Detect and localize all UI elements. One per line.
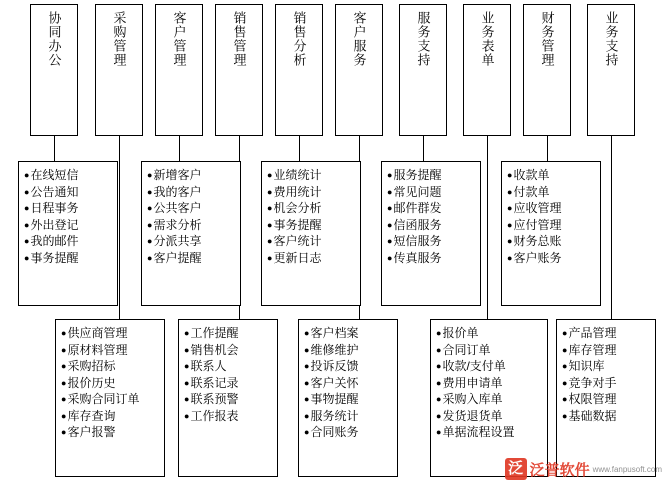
list-item[interactable] xyxy=(562,391,651,408)
top-module-9[interactable] xyxy=(587,4,635,136)
bullet-icon: ● xyxy=(436,344,442,355)
list-item-label: 合同账务 xyxy=(310,425,359,439)
watermark-url: www.fanpusoft.com xyxy=(592,464,662,474)
bullet-icon: ● xyxy=(61,394,67,404)
bullet-icon: ● xyxy=(147,170,153,180)
list-item-label: 客户档案 xyxy=(310,326,359,340)
bullet-icon: ● xyxy=(387,236,393,246)
list-item-label: 报价历史 xyxy=(67,375,116,390)
top-module-label: 客户管理 xyxy=(171,11,187,67)
list-item[interactable] xyxy=(507,184,596,201)
bullet-icon: ● xyxy=(61,361,67,371)
list-item-label: 财务总账 xyxy=(513,234,562,248)
bullet-icon: ● xyxy=(562,361,568,371)
list-item[interactable] xyxy=(267,250,356,267)
list-item[interactable] xyxy=(147,167,236,184)
connector-line xyxy=(179,136,180,161)
list-item-label: 邮件群发 xyxy=(393,201,442,215)
list-item-label: 客户报警 xyxy=(67,425,116,439)
list-item[interactable] xyxy=(436,325,543,342)
list-item-label: 外出登记 xyxy=(30,217,79,232)
bullet-icon: ● xyxy=(147,236,153,246)
list-item-label: 我的客户 xyxy=(153,184,202,199)
list-box-purchase-management xyxy=(55,319,165,477)
watermark-logo-icon: 泛 xyxy=(505,458,527,480)
bullet-icon: ● xyxy=(304,377,310,388)
list-item[interactable] xyxy=(304,358,393,375)
list-item-label: 常见问题 xyxy=(393,184,442,199)
top-module-8[interactable] xyxy=(523,4,571,136)
list-item[interactable] xyxy=(267,184,356,201)
top-module-1[interactable] xyxy=(95,4,143,136)
bullet-icon: ● xyxy=(387,203,393,213)
list-item[interactable] xyxy=(24,250,113,267)
top-module-0[interactable] xyxy=(30,4,78,136)
bullet-icon: ● xyxy=(304,394,310,404)
list-item-label: 单据流程设置 xyxy=(442,425,515,439)
list-item-label: 公告通知 xyxy=(30,184,79,199)
list-item[interactable] xyxy=(61,408,160,425)
bullet-icon: ● xyxy=(267,170,273,180)
list-item[interactable] xyxy=(147,217,236,234)
list-item-label: 知识库 xyxy=(568,359,605,373)
list-item-label: 原材料管理 xyxy=(67,342,128,357)
list-item-label: 短信服务 xyxy=(393,234,442,248)
list-item[interactable] xyxy=(507,167,596,184)
list-box-business-forms xyxy=(430,319,548,477)
list-item-label: 发货退货单 xyxy=(442,408,503,423)
list-item[interactable] xyxy=(387,217,476,234)
list-item-label: 传真服务 xyxy=(393,250,442,265)
connector-line xyxy=(611,136,612,319)
bullet-icon: ● xyxy=(24,170,30,180)
list-item-label: 分派共享 xyxy=(153,234,202,248)
list-item-label: 事务提醒 xyxy=(273,217,322,232)
top-module-2[interactable] xyxy=(155,4,203,136)
list-item[interactable] xyxy=(507,217,596,234)
top-module-label: 业务支持 xyxy=(603,11,619,67)
list-item[interactable] xyxy=(304,325,393,342)
list-item[interactable] xyxy=(304,391,393,408)
list-items xyxy=(184,325,273,424)
list-items xyxy=(61,325,160,441)
top-module-4[interactable] xyxy=(275,4,323,136)
list-item[interactable] xyxy=(61,358,160,375)
bullet-icon: ● xyxy=(147,186,153,197)
list-item-label: 服务提醒 xyxy=(393,168,442,182)
bullet-icon: ● xyxy=(61,427,67,437)
list-box-customer-service xyxy=(381,161,481,306)
list-item[interactable] xyxy=(61,375,160,392)
bullet-icon: ● xyxy=(61,328,67,338)
list-item-label: 销售机会 xyxy=(190,342,239,357)
bullet-icon: ● xyxy=(24,186,30,197)
list-item-label: 工作报表 xyxy=(190,408,239,423)
list-item[interactable] xyxy=(436,358,543,375)
list-item-label: 采购招标 xyxy=(67,359,116,373)
bullet-icon: ● xyxy=(507,219,513,230)
list-item-label: 事务提醒 xyxy=(30,250,79,265)
list-item[interactable] xyxy=(24,184,113,201)
top-module-7[interactable] xyxy=(463,4,511,136)
list-box-finance-forms xyxy=(501,161,601,306)
bullet-icon: ● xyxy=(507,252,513,263)
list-items xyxy=(387,167,476,266)
top-module-label: 采购管理 xyxy=(111,11,127,67)
list-item[interactable] xyxy=(562,408,651,425)
top-module-label: 销售分析 xyxy=(291,11,307,67)
list-item-label: 更新日志 xyxy=(273,250,322,265)
list-box-business-support xyxy=(556,319,656,477)
list-item[interactable] xyxy=(562,375,651,392)
bullet-icon: ● xyxy=(507,236,513,246)
bullet-icon: ● xyxy=(562,410,568,421)
list-item-label: 付款单 xyxy=(513,184,550,199)
list-item[interactable] xyxy=(184,391,273,408)
list-item-label: 我的邮件 xyxy=(30,234,79,248)
bullet-icon: ● xyxy=(387,170,393,180)
list-item-label: 日程事务 xyxy=(30,201,79,215)
list-items xyxy=(147,167,236,266)
list-item[interactable] xyxy=(184,408,273,425)
bullet-icon: ● xyxy=(147,219,153,230)
bullet-icon: ● xyxy=(184,361,190,371)
list-item-label: 权限管理 xyxy=(568,392,617,406)
list-item-label: 机会分析 xyxy=(273,201,322,215)
bullet-icon: ● xyxy=(24,219,30,230)
bullet-icon: ● xyxy=(24,252,30,263)
bullet-icon: ● xyxy=(304,410,310,421)
list-item[interactable] xyxy=(184,375,273,392)
list-item[interactable] xyxy=(562,325,651,342)
connector-line xyxy=(119,136,120,319)
list-item-label: 客户账务 xyxy=(513,250,562,265)
list-item[interactable] xyxy=(184,325,273,342)
list-item[interactable] xyxy=(562,342,651,359)
bullet-icon: ● xyxy=(184,410,190,421)
list-item-label: 事物提醒 xyxy=(310,392,359,406)
list-item-label: 联系人 xyxy=(190,359,227,373)
list-item[interactable] xyxy=(61,325,160,342)
bullet-icon: ● xyxy=(562,328,568,338)
bullet-icon: ● xyxy=(507,186,513,197)
bullet-icon: ● xyxy=(507,170,513,180)
list-item-label: 联系预警 xyxy=(190,392,239,406)
bullet-icon: ● xyxy=(436,377,442,388)
list-item[interactable] xyxy=(267,233,356,250)
bullet-icon: ● xyxy=(387,252,393,263)
list-item-label: 新增客户 xyxy=(153,168,202,182)
list-item[interactable] xyxy=(387,167,476,184)
list-item[interactable] xyxy=(436,342,543,359)
list-items xyxy=(436,325,543,441)
list-items xyxy=(507,167,596,266)
list-box-customer-archive xyxy=(298,319,398,477)
list-item-label: 采购合同订单 xyxy=(67,392,140,406)
top-module-label: 销售管理 xyxy=(231,11,247,67)
bullet-icon: ● xyxy=(387,219,393,230)
bullet-icon: ● xyxy=(562,394,568,404)
list-item[interactable] xyxy=(304,424,393,441)
list-item-label: 库存查询 xyxy=(67,408,116,423)
list-item[interactable] xyxy=(61,342,160,359)
bullet-icon: ● xyxy=(562,377,568,388)
top-module-label: 客户服务 xyxy=(351,11,367,67)
list-item[interactable] xyxy=(147,250,236,267)
bullet-icon: ● xyxy=(267,252,273,263)
bullet-icon: ● xyxy=(61,344,67,355)
connector-line xyxy=(487,136,488,319)
list-item-label: 产品管理 xyxy=(568,326,617,340)
bullet-icon: ● xyxy=(147,203,153,213)
list-item-label: 联系记录 xyxy=(190,375,239,390)
list-item-label: 费用统计 xyxy=(273,184,322,199)
list-item[interactable] xyxy=(562,358,651,375)
list-item[interactable] xyxy=(147,233,236,250)
bullet-icon: ● xyxy=(184,344,190,355)
list-items xyxy=(267,167,356,266)
bullet-icon: ● xyxy=(436,394,442,404)
list-item-label: 在线短信 xyxy=(30,168,79,182)
bullet-icon: ● xyxy=(267,203,273,213)
list-item[interactable] xyxy=(24,217,113,234)
list-item-label: 服务统计 xyxy=(310,408,359,423)
list-item-label: 客户关怀 xyxy=(310,375,359,390)
list-item[interactable] xyxy=(436,424,543,441)
list-item-label: 公共客户 xyxy=(153,201,202,215)
bullet-icon: ● xyxy=(387,186,393,197)
top-module-3[interactable] xyxy=(215,4,263,136)
bullet-icon: ● xyxy=(184,394,190,404)
list-item[interactable] xyxy=(387,184,476,201)
list-item[interactable] xyxy=(267,200,356,217)
list-item-label: 收款/支付单 xyxy=(442,359,506,373)
bullet-icon: ● xyxy=(304,328,310,338)
list-item-label: 维修维护 xyxy=(310,342,359,357)
list-items xyxy=(562,325,651,424)
list-item-label: 工作提醒 xyxy=(190,326,239,340)
top-module-label: 财务管理 xyxy=(539,11,555,67)
list-item[interactable] xyxy=(24,167,113,184)
top-module-6[interactable] xyxy=(399,4,447,136)
list-item[interactable] xyxy=(304,408,393,425)
list-item[interactable] xyxy=(436,375,543,392)
list-item[interactable] xyxy=(147,200,236,217)
top-module-label: 业务表单 xyxy=(479,11,495,67)
top-module-5[interactable] xyxy=(335,4,383,136)
list-item[interactable] xyxy=(184,358,273,375)
bullet-icon: ● xyxy=(562,344,568,355)
bullet-icon: ● xyxy=(436,361,442,371)
list-item[interactable] xyxy=(507,200,596,217)
bullet-icon: ● xyxy=(436,427,442,437)
watermark xyxy=(505,458,662,480)
bullet-icon: ● xyxy=(147,252,153,263)
list-item-label: 收款单 xyxy=(513,168,550,182)
list-item-label: 客户统计 xyxy=(273,234,322,248)
list-item-label: 应付管理 xyxy=(513,217,562,232)
bullet-icon: ● xyxy=(61,377,67,388)
watermark-text: 泛普软件 xyxy=(529,461,590,479)
list-item[interactable] xyxy=(24,233,113,250)
list-item[interactable] xyxy=(61,391,160,408)
list-item[interactable] xyxy=(387,233,476,250)
list-box-work-reminder xyxy=(178,319,278,477)
list-item-label: 供应商管理 xyxy=(67,326,128,340)
bullet-icon: ● xyxy=(267,219,273,230)
bullet-icon: ● xyxy=(436,328,442,338)
list-item-label: 费用申请单 xyxy=(442,375,503,390)
connector-line xyxy=(423,136,424,161)
bullet-icon: ● xyxy=(304,361,310,371)
list-item-label: 业绩统计 xyxy=(273,168,322,182)
bullet-icon: ● xyxy=(436,410,442,421)
list-item-label: 信函服务 xyxy=(393,217,442,232)
list-item-label: 竞争对手 xyxy=(568,375,617,390)
bullet-icon: ● xyxy=(184,328,190,338)
list-item[interactable] xyxy=(387,250,476,267)
list-item-label: 采购入库单 xyxy=(442,392,503,406)
list-item[interactable] xyxy=(304,342,393,359)
list-item[interactable] xyxy=(184,342,273,359)
list-box-customer-management xyxy=(141,161,241,306)
bullet-icon: ● xyxy=(24,203,30,213)
bullet-icon: ● xyxy=(304,344,310,355)
list-item[interactable] xyxy=(267,167,356,184)
top-module-label: 服务支持 xyxy=(415,11,431,67)
list-box-sales-analysis xyxy=(261,161,361,306)
connector-line xyxy=(299,136,300,161)
list-item-label: 需求分析 xyxy=(153,217,202,232)
list-item[interactable] xyxy=(436,408,543,425)
list-item[interactable] xyxy=(24,200,113,217)
bullet-icon: ● xyxy=(184,377,190,388)
list-item[interactable] xyxy=(61,424,160,441)
bullet-icon: ● xyxy=(304,427,310,437)
list-item-label: 报价单 xyxy=(442,326,479,340)
list-item[interactable] xyxy=(507,250,596,267)
list-items xyxy=(304,325,393,441)
list-item[interactable] xyxy=(304,375,393,392)
list-item-label: 投诉反馈 xyxy=(310,359,359,373)
connector-line xyxy=(547,136,548,161)
bullet-icon: ● xyxy=(267,236,273,246)
list-item[interactable] xyxy=(147,184,236,201)
bullet-icon: ● xyxy=(507,203,513,213)
list-item-label: 合同订单 xyxy=(442,342,491,357)
list-item-label: 客户提醒 xyxy=(153,250,202,265)
list-item[interactable] xyxy=(436,391,543,408)
list-item[interactable] xyxy=(507,233,596,250)
bullet-icon: ● xyxy=(267,186,273,197)
connector-line xyxy=(54,136,55,161)
list-item[interactable] xyxy=(387,200,476,217)
bullet-icon: ● xyxy=(24,236,30,246)
list-items xyxy=(24,167,113,266)
list-item[interactable] xyxy=(267,217,356,234)
list-item-label: 基础数据 xyxy=(568,408,617,423)
list-item-label: 应收管理 xyxy=(513,201,562,215)
list-item-label: 库存管理 xyxy=(568,342,617,357)
list-box-collaborative-office xyxy=(18,161,118,306)
bullet-icon: ● xyxy=(61,410,67,421)
top-module-label: 协同办公 xyxy=(46,11,62,67)
